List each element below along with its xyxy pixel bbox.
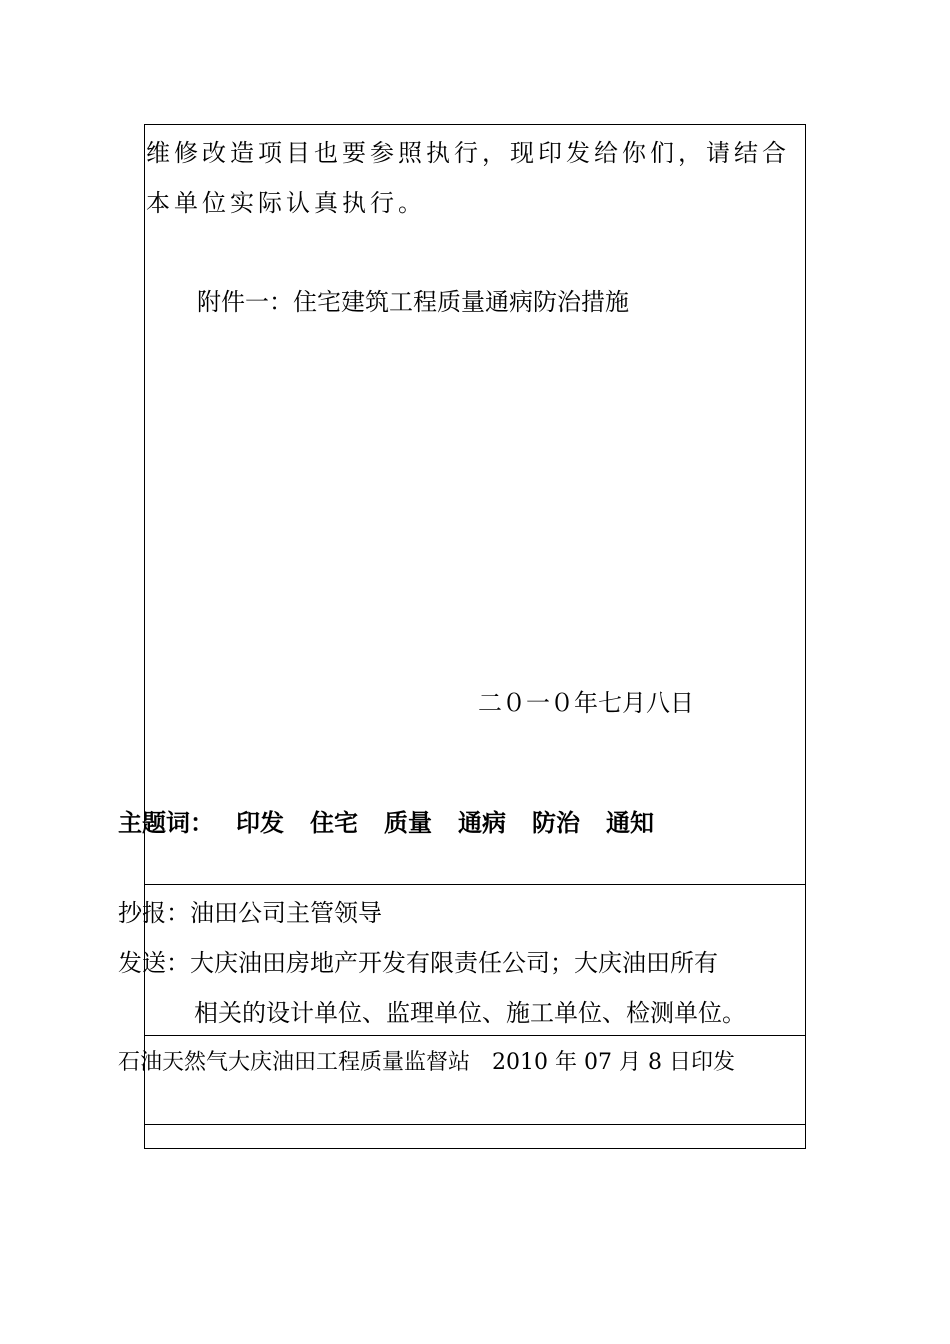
cc-line: 抄报：油田公司主管领导 [118, 899, 382, 927]
body-line-2: 本单位实际认真执行。 [146, 189, 426, 217]
divider-issuer [144, 1124, 806, 1125]
divider-distribution [144, 1035, 806, 1036]
keyword-item: 防治 [532, 809, 580, 837]
keyword-item: 印发 [236, 809, 284, 837]
document-date: 二０一０年七月八日 [478, 689, 694, 717]
keyword-item: 住宅 [310, 809, 358, 837]
keywords-label: 主题词： [118, 809, 214, 837]
issuer-line: 石油天然气大庆油田工程质量监督站 2010 年 07 月 8 日印发 [118, 1050, 735, 1075]
keyword-item: 质量 [384, 809, 432, 837]
keyword-item: 通病 [458, 809, 506, 837]
send-line-2: 相关的设计单位、监理单位、施工单位、检测单位。 [194, 999, 746, 1027]
document-frame [144, 124, 806, 1149]
send-line-1: 发送：大庆油田房地产开发有限责任公司；大庆油田所有 [118, 949, 718, 977]
divider-keywords [144, 884, 806, 885]
keyword-item: 通知 [606, 809, 654, 837]
attachment-line: 附件一：住宅建筑工程质量通病防治措施 [197, 288, 629, 316]
body-line-1: 维修改造项目也要参照执行，现印发给你们，请结合 [146, 139, 790, 167]
keywords-row [118, 808, 680, 838]
